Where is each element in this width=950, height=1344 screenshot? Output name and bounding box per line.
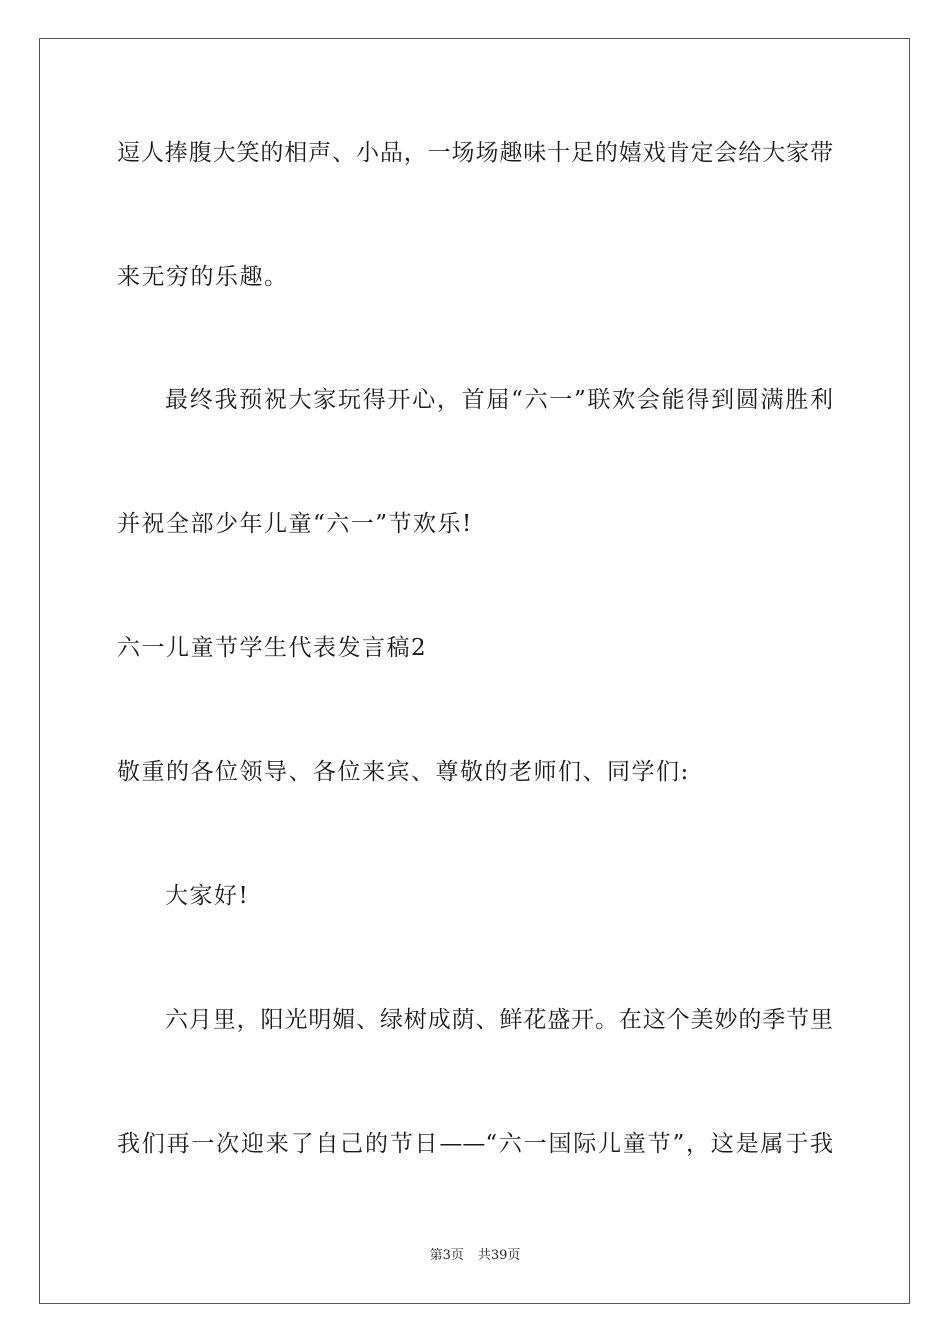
paragraph-line: 来无穷的乐趣。 — [117, 264, 289, 290]
greeting-line: 大家好! — [165, 883, 250, 909]
section-heading: 六一儿童节学生代表发言稿2 — [117, 635, 428, 661]
page-border — [39, 38, 910, 1304]
page-total: 共39页 — [477, 1248, 521, 1263]
page-number: 第3页 — [429, 1248, 464, 1263]
paragraph-line: 我们再一次迎来了自己的节日——“六一国际儿童节”，这是属于我 — [117, 1131, 833, 1157]
page-footer — [0, 1247, 950, 1265]
paragraph-line: 最终我预祝大家玩得开心，首届“六一”联欢会能得到圆满胜利 — [165, 387, 833, 413]
salutation-line: 敬重的各位领导、各位来宾、尊敬的老师们、同学们: — [117, 759, 690, 785]
paragraph-line: 逗人捧腹大笑的相声、小品，一场场趣味十足的嬉戏肯定会给大家带 — [117, 140, 833, 166]
paragraph-line: 并祝全部少年儿童“六一”节欢乐! — [117, 511, 473, 537]
paragraph-line: 六月里，阳光明媚、绿树成荫、鲜花盛开。在这个美妙的季节里 — [165, 1007, 833, 1033]
